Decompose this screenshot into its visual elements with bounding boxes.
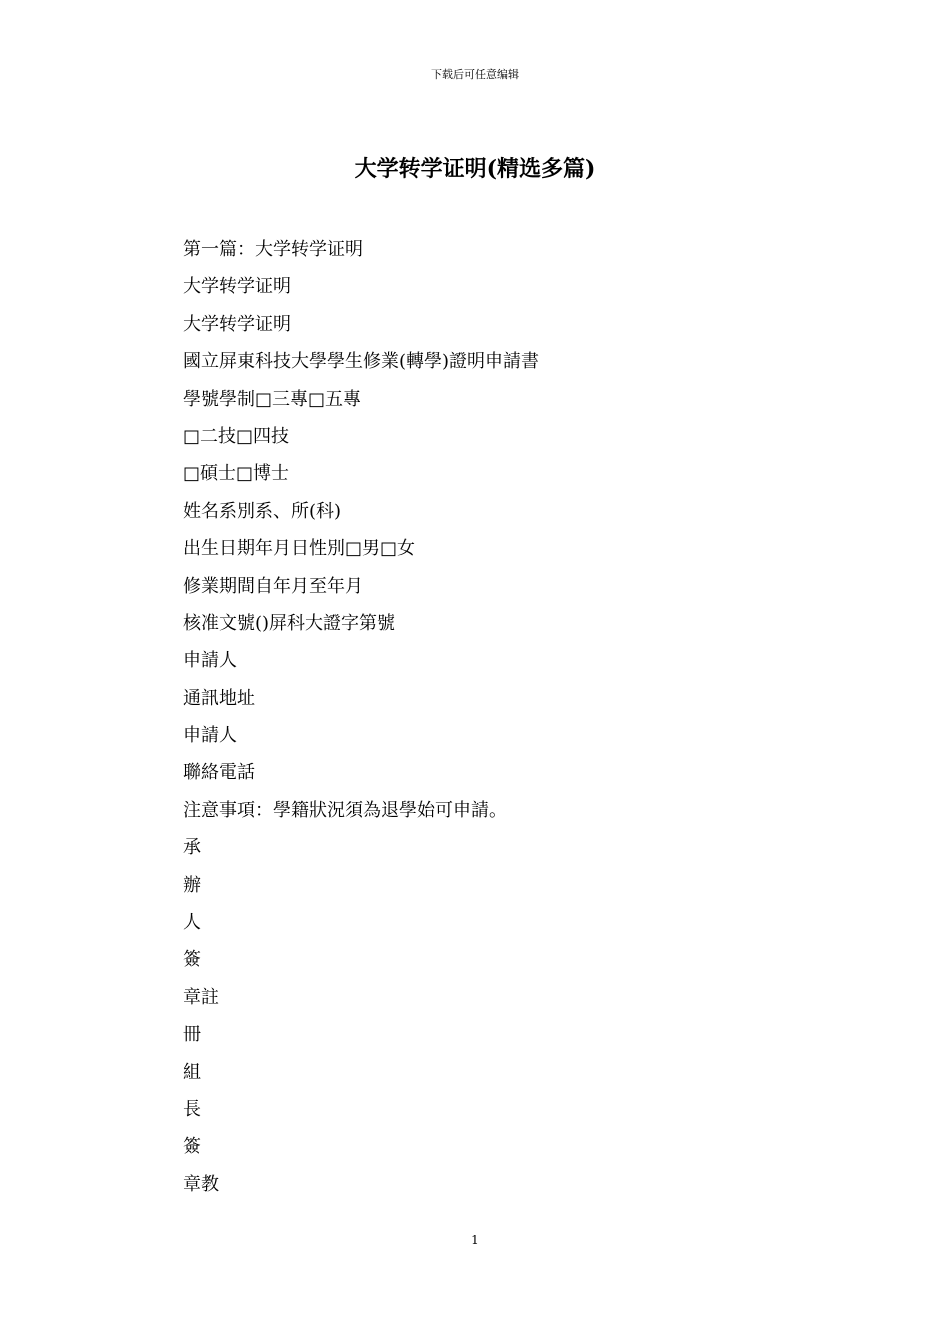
text-line: 學號學制□三專□五專 (183, 388, 362, 410)
text-line: 辦 (183, 874, 201, 896)
text-line: □碩士□博士 (183, 463, 290, 485)
text-line: 承 (183, 837, 201, 859)
text-line: 簽 (183, 949, 201, 971)
text-line: 大学转学证明 (183, 276, 291, 298)
text-line: 申請人 (183, 650, 237, 672)
text-line: 通訊地址 (183, 687, 255, 709)
document-body (183, 231, 823, 1203)
text-line: 長 (183, 1098, 201, 1120)
text-line: 修業期間自年月至年月 (183, 575, 363, 597)
text-line: 姓名系別系、所(科) (183, 500, 342, 522)
text-line: 第一篇：大学转学证明 (183, 239, 363, 260)
text-line: 章教 (183, 1173, 219, 1195)
text-line: 簽 (183, 1136, 201, 1158)
text-line: 出生日期年月日性別□男□女 (183, 538, 416, 560)
text-line: 冊 (183, 1024, 201, 1046)
text-line: 大学转学证明 (183, 313, 291, 335)
document-title: 大学转学证明(精选多篇) (354, 156, 596, 182)
text-line: 人 (183, 912, 201, 934)
text-line: 章註 (183, 986, 219, 1008)
text-line: 申請人 (183, 725, 237, 747)
text-line: 核准文號()屏科大證字第號 (183, 612, 396, 634)
page-header: 下载后可任意编辑 (431, 68, 519, 81)
text-line: 國立屏東科技大學學生修業(轉學)證明申請書 (183, 351, 540, 373)
text-line: □二技□四技 (183, 425, 290, 447)
text-line: 聯絡電話 (183, 762, 255, 784)
text-line: 注意事項：學籍狀況須為退學始可申請。 (183, 799, 507, 821)
text-line: 組 (183, 1061, 201, 1083)
page-number: 1 (471, 1233, 479, 1247)
